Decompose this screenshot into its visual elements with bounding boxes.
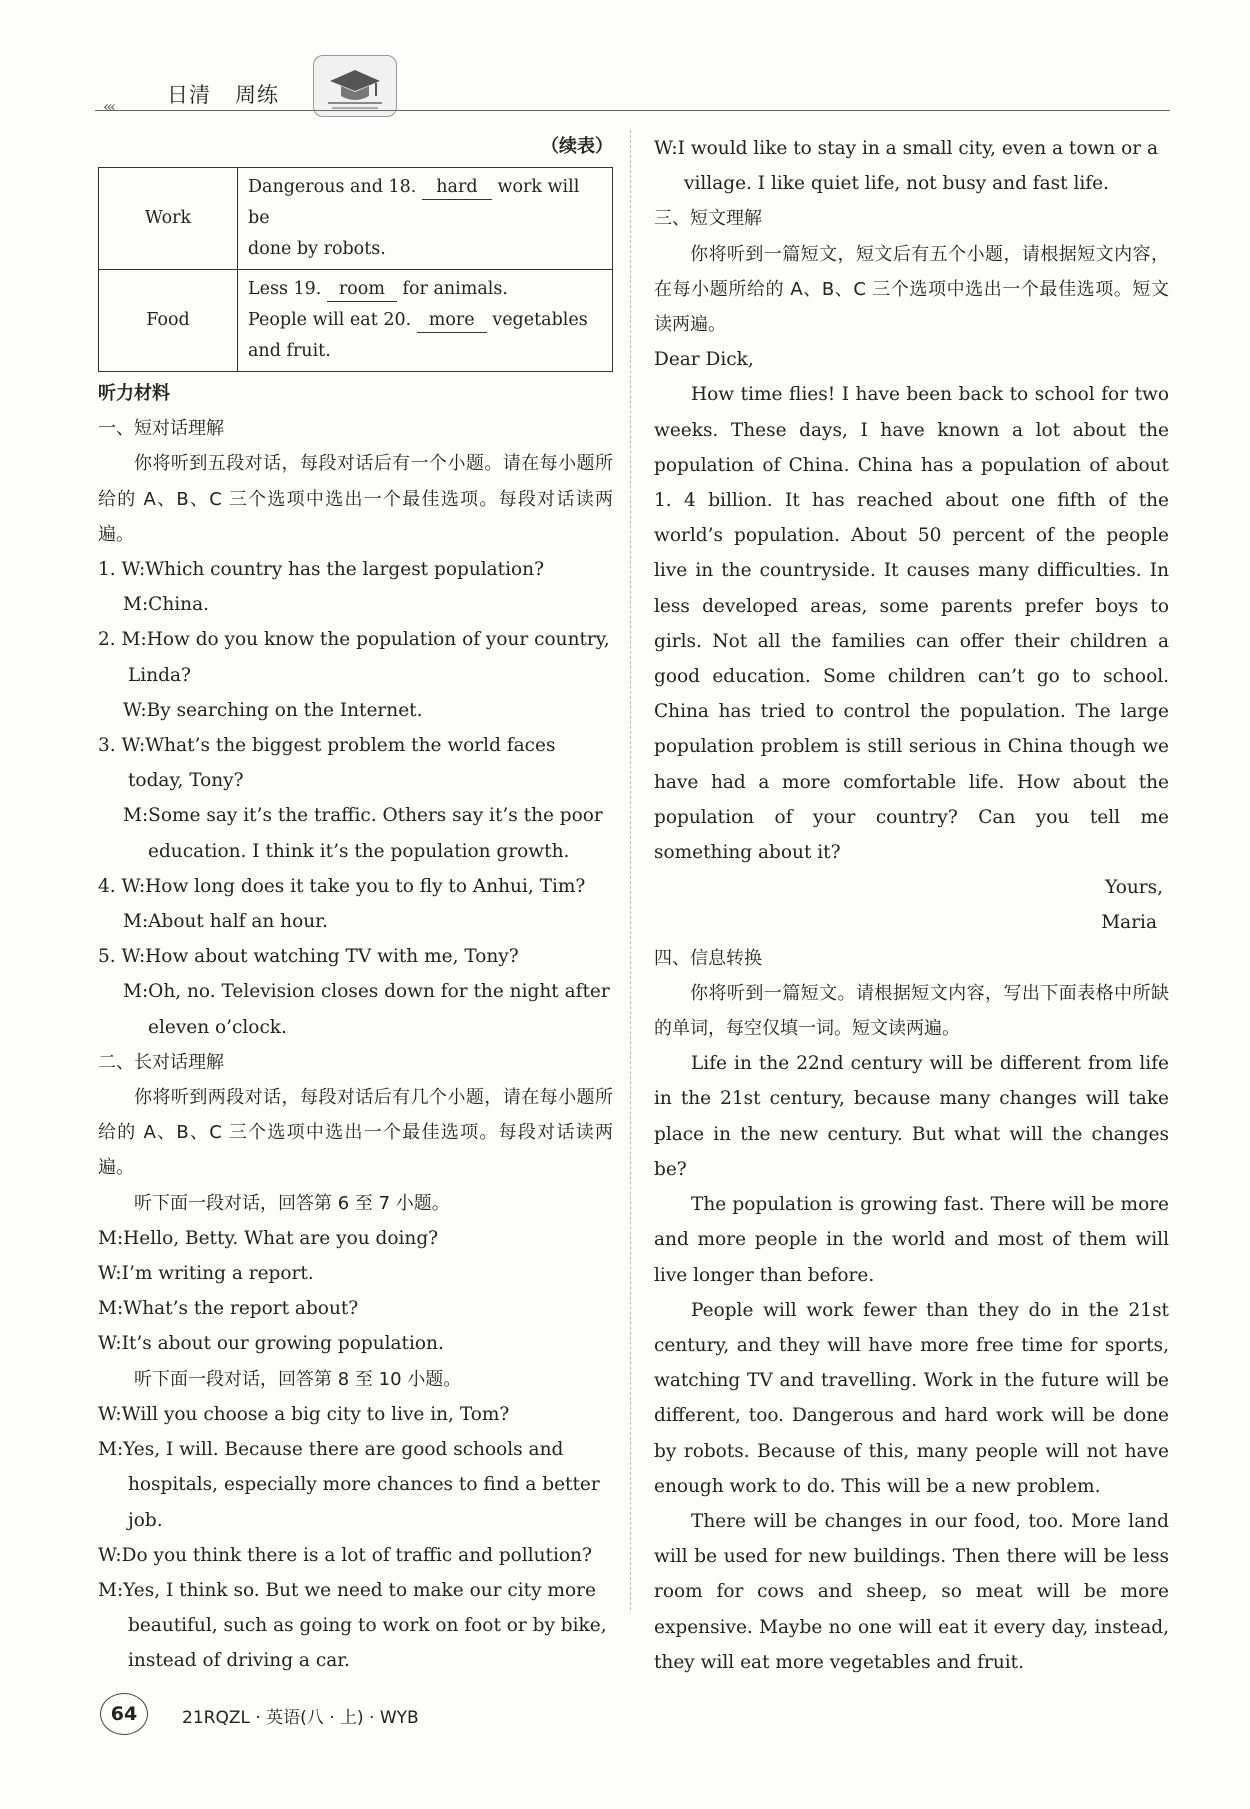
cell-text: Less 19. — [248, 279, 322, 299]
table-row — [99, 168, 613, 270]
dialog-line: M:What’s the report about? — [98, 1298, 359, 1320]
letter-signature: Maria — [1101, 912, 1157, 934]
table-cell-label: Work — [99, 168, 238, 270]
letter-closing: Yours, — [1105, 877, 1163, 899]
section-4-title: 四、信息转换 — [654, 947, 762, 969]
answer-blank: hard — [422, 175, 492, 200]
section-1-instructions: 你将听到五段对话，每段对话后有一个小题。请在每小题所给的 A、B、C 三个选项中选出一个最佳选项。每段对话读两遍。 — [98, 453, 613, 545]
cell-text: People will eat 20. — [248, 310, 412, 330]
cell-text: done by robots. — [248, 239, 386, 259]
passage-paragraph: The population is growing fast. There will be more and more people in the world and most of them will live longer than before. — [654, 1194, 1169, 1286]
header-arrows: ‹‹‹ — [103, 97, 114, 116]
dialog-line: M:Oh, no. Television closes down for the night after eleven o’clock. — [123, 981, 610, 1038]
cell-text: and fruit. — [248, 341, 331, 361]
dialog-line: W:By searching on the Internet. — [123, 699, 423, 721]
conversation-1-intro: 听下面一段对话，回答第 6 至 7 小题。 — [134, 1192, 450, 1214]
header-title-weekly: 周练 — [235, 83, 279, 107]
info-table — [98, 167, 613, 372]
dialog-line: M:Yes, I will. Because there are good schools and hospitals, especially more chances to find a better job. — [98, 1439, 600, 1531]
graduation-cap-icon — [313, 55, 397, 117]
section-2-instructions: 你将听到两段对话，每段对话后有几个小题，请在每小题所给的 A、B、C 三个选项中选出一个最佳选项。每段对话读两遍。 — [98, 1087, 613, 1179]
dialog-1 — [98, 552, 613, 622]
table-cell-content — [238, 270, 613, 372]
cell-text: Dangerous and 18. — [248, 177, 417, 197]
page-header — [95, 55, 1170, 115]
section-2-title: 二、长对话理解 — [98, 1051, 224, 1073]
dialog-line: 5. W:How about watching TV with me, Tony? — [98, 946, 519, 968]
passage-paragraph: Life in the 22nd century will be different from life in the 21st century, because many changes will take place in the new century. But what will the changes be? — [654, 1053, 1169, 1180]
header-rule — [95, 110, 1170, 111]
left-column — [98, 135, 613, 1679]
passage-paragraph: People will work fewer than they do in the 21st century, and they will have more free time for sports, watching TV and travelling. Work in the future will be different, too. Dangerous and hard work will be done by robots. Because of this, many people will not have enough work to do. This will be a new problem. — [654, 1299, 1169, 1497]
letter-salutation: Dear Dick, — [654, 349, 754, 371]
dialog-line: 1. W:Which country has the largest population? — [98, 559, 545, 581]
dialog-line: M:Some say it’s the traffic. Others say it’s the poor education. I think it’s the population growth. — [123, 805, 603, 862]
column-divider — [630, 130, 631, 1610]
dialog-3 — [98, 728, 613, 869]
conversation-2-intro: 听下面一段对话，回答第 8 至 10 小题。 — [134, 1368, 462, 1390]
dialog-line: W:Will you choose a big city to live in, Tom? — [98, 1403, 510, 1425]
dialog-5 — [98, 939, 613, 1045]
letter-body: How time flies! I have been back to school for two weeks. These days, I have known a lot about the population of China. China has a population of about 1. 4 billion. It has reached about one fifth of the world’s population. About 50 percent of the people live in the countryside. It causes many difficulties. In less developed areas, some parents prefer boys to girls. Not all the families can offer their children a good education. Some children can’t go to school. China has tried to control the population. The large population problem is still serious in China though we have had a more comfortable life. How about the population of your country? Can you tell me something about it? — [654, 384, 1169, 864]
cell-text: work will be — [248, 177, 580, 228]
dialog-4 — [98, 869, 613, 939]
dialog-line: W:I’m writing a report. — [98, 1263, 314, 1285]
dialog-line: W:Do you think there is a lot of traffic and pollution? — [98, 1544, 592, 1566]
dialog-2 — [98, 622, 613, 728]
passage-paragraph: There will be changes in our food, too. More land will be used for new buildings. Then there will be less room for cows and sheep, so meat will be more expensive. Maybe no one will eat it every day, instead, they will eat more vegetables and fruit. — [654, 1510, 1169, 1673]
dialog-line: 2. M:How do you know the population of your country, Linda? — [98, 629, 610, 686]
dialog-line: 4. W:How long does it take you to fly to Anhui, Tim? — [98, 875, 586, 897]
dialog-line: M:Hello, Betty. What are you doing? — [98, 1227, 439, 1249]
dialog-line: W:I would like to stay in a small city, even a town or a village. I like quiet life, not busy and fast life. — [654, 138, 1158, 195]
section-1-title: 一、短对话理解 — [98, 418, 224, 440]
section-4-instructions: 你将听到一篇短文。请根据短文内容，写出下面表格中所缺的单词，每空仅填一词。短文读两遍。 — [654, 982, 1169, 1040]
dialog-line: M:Yes, I think so. But we need to make our city more beautiful, such as going to work on foot or by bike, instead of driving a car. — [98, 1579, 607, 1672]
table-cell-label: Food — [99, 270, 238, 372]
book-code: 21RQZL · 英语(八 · 上) · WYB — [182, 1708, 419, 1728]
dialog-line: W:It’s about our growing population. — [98, 1333, 444, 1355]
answer-blank: more — [417, 308, 487, 333]
table-cell-content — [238, 168, 613, 270]
continued-label: （续表） — [541, 136, 613, 157]
answer-blank: room — [327, 277, 397, 302]
cell-text: vegetables — [492, 310, 588, 330]
header-title — [167, 79, 303, 109]
dialog-line: 3. W:What’s the biggest problem the world faces today, Tony? — [98, 735, 556, 792]
table-row — [99, 270, 613, 372]
page-number: 64 — [100, 1693, 148, 1735]
dialog-line: M:China. — [123, 594, 209, 616]
section-3-instructions: 你将听到一篇短文，短文后有五个小题，请根据短文内容，在每小题所给的 A、B、C 三个选项中选出一个最佳选项。短文读两遍。 — [654, 243, 1169, 336]
materials-heading: 听力材料 — [98, 383, 170, 404]
section-3-title: 三、短文理解 — [654, 208, 762, 230]
dialog-line: M:About half an hour. — [123, 911, 328, 933]
header-title-daily: 日清 — [167, 83, 211, 107]
right-column — [654, 131, 1169, 1680]
cell-text: for animals. — [402, 279, 508, 299]
